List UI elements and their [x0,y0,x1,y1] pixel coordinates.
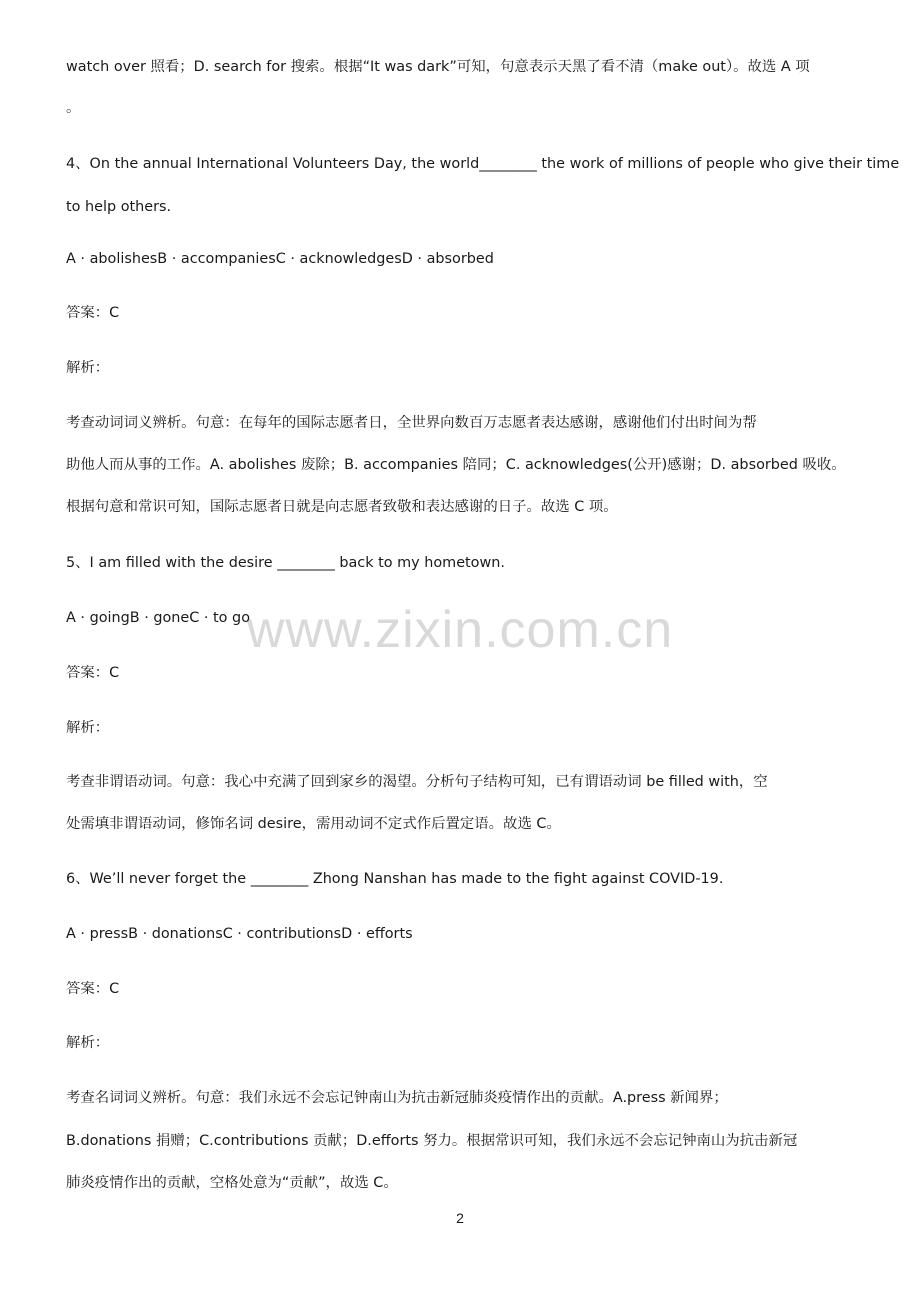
question-5-stem: 5、I am filled with the desire ________ back to my hometown. [66,555,505,571]
watermark: www.zixin.com.cn [246,601,674,659]
question-5-options: A · goingB · goneC · to go [66,610,251,626]
question-4-analysis-line-1: 考查动词词义辨析。句意：在每年的国际志愿者日，全世界向数百万志愿者表达感谢，感谢他们付出时间为帮 [66,415,757,431]
question-4-analysis-label: 解析： [66,360,110,376]
question-5-answer: 答案：C [66,665,120,681]
question-4-answer: 答案：C [66,305,120,321]
question-6-analysis-line-2: B.donations 捐赠；C.contributions 贡献；D.efforts 努力。根据常识可知，我们永远不会忘记钟南山为抗击新冠 [66,1133,798,1149]
question-6-analysis-label: 解析： [66,1035,110,1051]
question-4-stem-line-2: to help others. [66,199,172,215]
question-6-stem: 6、We’ll never forget the ________ Zhong Nanshan has made to the fight against COVID-19. [66,871,724,887]
question-4-options: A · abolishesB · accompaniesC · acknowledgesD · absorbed [66,251,494,267]
question-5-analysis-line-2: 处需填非谓语动词，修饰名词 desire，需用动词不定式作后置定语。故选 C。 [66,816,561,832]
question-5-analysis-line-1: 考查非谓语动词。句意：我心中充满了回到家乡的渴望。分析句子结构可知，已有谓语动词 be filled with，空 [66,774,768,790]
question-6-answer: 答案：C [66,981,120,997]
text-line-1: watch over 照看；D. search for 搜索。根据“It was dark”可知，句意表示天黑了看不清（make out）。故选 A 项 [66,59,810,75]
question-4-analysis-line-3: 根据句意和常识可知，国际志愿者日就是向志愿者致敬和表达感谢的日子。故选 C 项。 [66,499,618,515]
question-6-options: A · pressB · donationsC · contributionsD · efforts [66,926,413,942]
question-5-analysis-label: 解析： [66,720,110,736]
question-6-analysis-line-1: 考查名词词义辨析。句意：我们永远不会忘记钟南山为抗击新冠肺炎疫情作出的贡献。A.press 新闻界； [66,1090,728,1106]
question-6-analysis-line-3: 肺炎疫情作出的贡献，空格处意为“贡献”，故选 C。 [66,1175,398,1191]
page-number: 2 [456,1210,464,1226]
text-line-2: 。 [66,100,81,116]
question-4-stem-line-1: 4、On the annual International Volunteers Day, the world________ the work of millions of people who give their time [66,156,900,172]
question-4-analysis-line-2: 助他人而从事的工作。A. abolishes 废除；B. accompanies 陪同；C. acknowledges(公开)感谢；D. absorbed 吸收。 [66,457,846,473]
